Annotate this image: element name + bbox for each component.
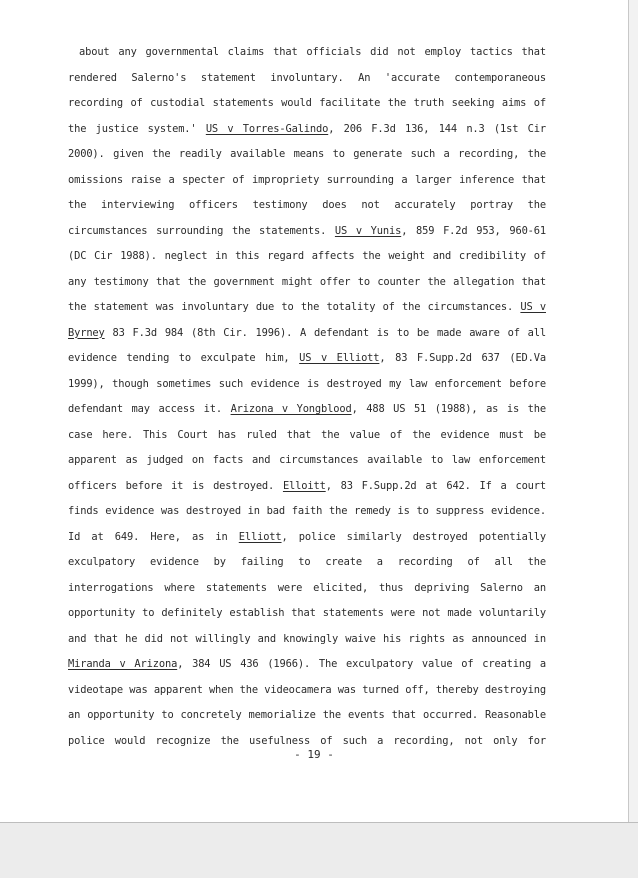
text-line — [68, 550, 546, 576]
text-segment: 2000). given the readily available means to generate such a recording, the — [68, 148, 546, 160]
case-citation: Elloitt — [282, 479, 326, 492]
text-segment: , 83 F.Supp.2d at 642. If a court — [325, 479, 546, 492]
text-segment: , 206 F.3d 136, 144 n.3 (1st Cir — [328, 122, 546, 135]
text-line — [68, 270, 546, 296]
text-segment: any testimony that the government might offer to counter the allegation that — [68, 275, 546, 288]
text-segment: , 488 US 51 (1988), as is the — [351, 403, 546, 415]
scan-gutter — [0, 822, 638, 878]
text-line — [68, 627, 546, 653]
text-line — [68, 193, 546, 219]
case-citation: Elliott — [238, 530, 282, 543]
text-line — [68, 652, 546, 678]
text-line — [68, 499, 546, 525]
text-segment: the justice system.' — [68, 122, 206, 135]
text-segment: defendant may access it. — [68, 403, 231, 415]
text-segment: , police similarly destroyed potentially — [281, 530, 546, 543]
case-citation: Byrney — [68, 326, 105, 339]
text-segment: case here. This Court has ruled that the value of the evidence must be — [68, 428, 546, 441]
text-line — [68, 423, 546, 449]
text-segment: officers before it is destroyed. — [68, 479, 283, 492]
text-segment: videotape was apparent when the videocamera was turned off, thereby destroying — [68, 683, 546, 696]
text-line — [68, 321, 546, 347]
text-segment: finds evidence was destroyed in bad faith the remedy is to suppress evidence. — [68, 505, 546, 517]
case-citation: US v Elliott — [299, 352, 380, 364]
case-citation: US v Yunis — [334, 224, 402, 237]
case-citation: Miranda v Arizona — [68, 658, 178, 670]
text-segment: , 83 F.Supp.2d 637 (ED.Va — [379, 352, 546, 364]
case-citation: Arizona v Yongblood — [230, 403, 352, 415]
text-segment: about any governmental claims that officials did not employ tactics that — [79, 46, 546, 58]
body-text — [68, 40, 546, 754]
text-segment: Id at 649. Here, as in — [68, 530, 239, 543]
text-line — [68, 346, 546, 372]
text-line — [68, 678, 546, 704]
text-segment: , 859 F.2d 953, 960-61 — [401, 224, 546, 237]
text-line — [68, 168, 546, 194]
text-line — [68, 397, 546, 423]
case-citation: US v Torres-Galindo — [205, 122, 329, 135]
text-line — [68, 372, 546, 398]
text-segment: police would recognize the usefulness of such a recording, not only for — [68, 734, 546, 747]
text-segment: the statement was involuntary due to the totality of the circumstances. — [68, 301, 521, 313]
text-segment: opportunity to definitely establish that statements were not made voluntarily — [68, 607, 546, 619]
text-line — [68, 117, 546, 143]
text-segment: rendered Salerno's statement involuntary. An 'accurate contemporaneous — [68, 71, 546, 84]
text-segment: evidence tending to exculpate him, — [68, 352, 300, 364]
text-segment: (DC Cir 1988). neglect in this regard affects the weight and credibility of — [68, 250, 546, 262]
text-segment: 1999), though sometimes such evidence is destroyed my law enforcement before — [68, 377, 546, 390]
text-line — [68, 703, 546, 729]
text-segment: circumstances surrounding the statements. — [68, 224, 335, 237]
text-segment: apparent as judged on facts and circumstances available to law enforcement — [68, 454, 546, 466]
text-line — [68, 525, 546, 551]
text-line — [68, 219, 546, 245]
text-segment: , 384 US 436 (1966). The exculpatory value of creating a — [177, 658, 546, 670]
text-segment: recording of custodial statements would facilitate the truth seeking aims of — [68, 97, 546, 109]
text-line — [68, 601, 546, 627]
text-segment: interrogations where statements were elicited, thus depriving Salerno an — [68, 581, 546, 594]
text-segment: 83 F.3d 984 (8th Cir. 1996). A defendant is to be made aware of all — [104, 326, 546, 339]
text-line — [68, 40, 546, 66]
text-segment: omissions raise a specter of impropriety surrounding a larger inference that — [68, 173, 546, 186]
text-segment: an opportunity to concretely memorialize the events that occurred. Reasonable — [68, 709, 546, 721]
text-segment: the interviewing officers testimony does not accurately portray the — [68, 199, 546, 211]
text-line — [68, 448, 546, 474]
text-line — [68, 295, 546, 321]
case-citation: US v — [520, 301, 546, 313]
text-line — [68, 91, 546, 117]
text-line — [68, 244, 546, 270]
text-segment: and that he did not willingly and knowingly waive his rights as announced in — [68, 632, 546, 645]
page-number: - 19 - — [294, 748, 334, 761]
text-segment: exculpatory evidence by failing to create a recording of all the — [68, 556, 546, 568]
text-line — [68, 576, 546, 602]
text-line — [68, 66, 546, 92]
text-line — [68, 474, 546, 500]
scan-edge — [629, 0, 638, 822]
text-line — [68, 142, 546, 168]
